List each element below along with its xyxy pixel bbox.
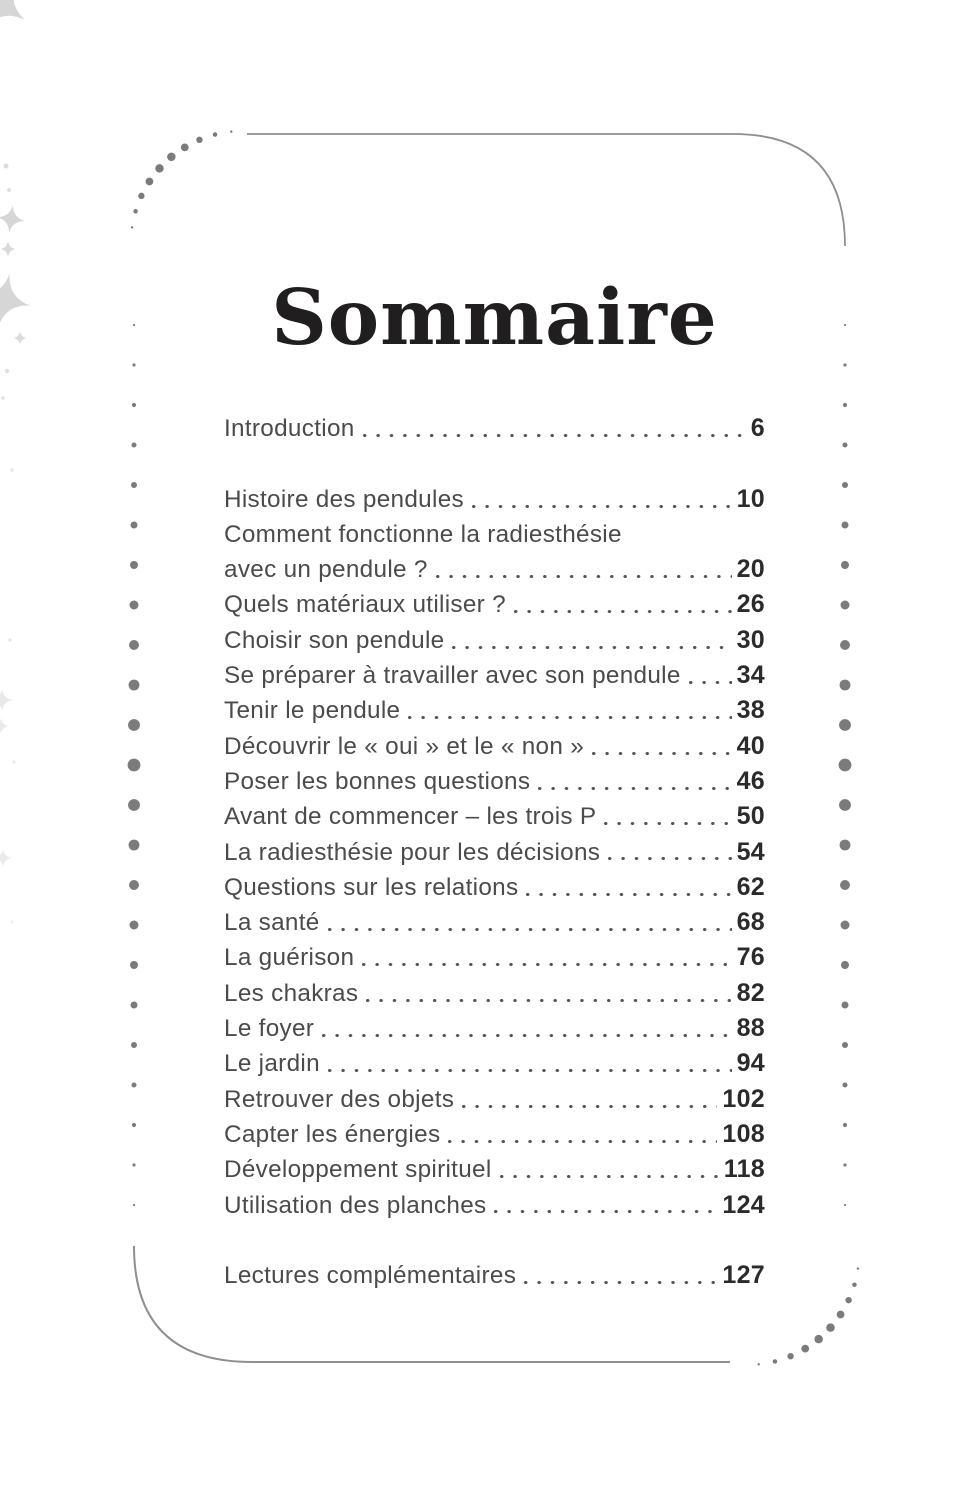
corner-dots-arc-top-left bbox=[155, 164, 164, 173]
side-dots-left bbox=[128, 719, 140, 731]
toc-item-label: Capter les énergies bbox=[224, 1120, 441, 1148]
side-dots-left bbox=[131, 482, 137, 488]
toc-page-number: 54 bbox=[736, 837, 765, 866]
dot-leader bbox=[524, 1281, 717, 1284]
side-dots-right bbox=[842, 442, 847, 447]
toc-item-label: Le jardin bbox=[224, 1050, 320, 1078]
toc-item-label: Utilisation des planches bbox=[224, 1191, 487, 1219]
side-dots-right bbox=[839, 799, 851, 811]
side-dots-right bbox=[841, 961, 849, 969]
corner-dots-arc-top-left bbox=[146, 178, 154, 186]
dot-leader bbox=[408, 716, 731, 719]
toc-item-label: Découvrir le « oui » et le « non » bbox=[224, 732, 585, 760]
side-dots-left bbox=[130, 921, 139, 930]
side-dots-left bbox=[129, 880, 139, 890]
toc-item-label: Développement spirituel bbox=[224, 1156, 492, 1184]
corner-dots-arc-bottom-right bbox=[845, 1297, 851, 1303]
dot-leader bbox=[462, 1105, 717, 1108]
side-dots-right bbox=[843, 1123, 847, 1127]
side-dots-left bbox=[131, 1042, 137, 1048]
dot-leader bbox=[472, 505, 732, 508]
dot-leader bbox=[366, 999, 731, 1002]
side-dots-right bbox=[842, 1082, 847, 1087]
side-dots-left bbox=[128, 799, 140, 811]
dot-leader bbox=[514, 610, 732, 613]
sparkle-dot-icon bbox=[1, 396, 5, 400]
side-dots-right bbox=[841, 921, 850, 930]
toc-page-number: 108 bbox=[722, 1119, 765, 1148]
toc-row bbox=[224, 517, 765, 552]
dot-leader bbox=[328, 1069, 732, 1072]
dot-leader bbox=[608, 857, 731, 860]
sparkle-icon bbox=[13, 331, 27, 345]
toc-row bbox=[224, 1082, 765, 1117]
side-dots-left bbox=[133, 324, 135, 326]
dot-leader bbox=[604, 822, 731, 825]
corner-dots-arc-bottom-right bbox=[814, 1335, 823, 1344]
side-dots-left bbox=[132, 1163, 135, 1166]
dot-leader bbox=[436, 575, 732, 578]
side-dots-left bbox=[132, 363, 135, 366]
toc-item-label: Histoire des pendules bbox=[224, 485, 464, 513]
dot-leader bbox=[363, 434, 746, 437]
corner-dots-arc-bottom-right bbox=[826, 1323, 835, 1332]
toc-row bbox=[224, 1152, 765, 1187]
toc-row bbox=[224, 729, 765, 764]
toc-page-number: 50 bbox=[736, 802, 765, 831]
sparkle-icon bbox=[0, 718, 9, 734]
toc-item-label: Comment fonctionne la radiesthésie bbox=[224, 520, 622, 548]
dot-leader bbox=[322, 1034, 731, 1037]
side-dots-right bbox=[841, 561, 849, 569]
toc-item-label: Poser les bonnes questions bbox=[224, 767, 531, 795]
side-dots-right bbox=[842, 482, 848, 488]
sparkle-dot-icon bbox=[10, 468, 14, 472]
sparkle-icon bbox=[0, 203, 27, 235]
dot-leader bbox=[538, 787, 731, 790]
toc-item-label: Retrouver des objets bbox=[224, 1085, 455, 1113]
toc-row bbox=[224, 587, 765, 622]
side-dots-left bbox=[128, 759, 141, 772]
toc-page-number: 10 bbox=[736, 484, 765, 513]
toc-item-label: Avant de commencer – les trois P bbox=[224, 803, 597, 831]
sparkle-icon bbox=[0, 689, 13, 711]
sparkle-dot-icon bbox=[7, 188, 11, 192]
toc-page-number: 76 bbox=[736, 943, 765, 972]
toc-item-label: Le foyer bbox=[224, 1015, 315, 1043]
toc-item-label: Tenir le pendule bbox=[224, 697, 401, 725]
toc-item-label: La santé bbox=[224, 909, 320, 937]
toc-page-number: 34 bbox=[736, 661, 765, 690]
side-dots-right bbox=[842, 1042, 848, 1048]
side-dots-left bbox=[133, 1204, 135, 1206]
toc-row bbox=[224, 623, 765, 658]
side-dots-left bbox=[132, 1123, 136, 1127]
corner-dots-arc-top-left bbox=[131, 226, 133, 228]
toc-row bbox=[224, 976, 765, 1011]
toc-row bbox=[224, 764, 765, 799]
dot-leader bbox=[494, 1210, 717, 1213]
dot-leader bbox=[592, 752, 732, 755]
side-dots-left bbox=[130, 601, 139, 610]
side-dots-right bbox=[840, 880, 850, 890]
corner-dots-arc-bottom-right bbox=[852, 1282, 857, 1287]
side-dots-left bbox=[130, 521, 137, 528]
sparkle-icon bbox=[0, 849, 12, 867]
toc-item-label: avec un pendule ? bbox=[224, 556, 428, 584]
toc-page-number: 26 bbox=[736, 590, 765, 619]
toc-item-label: Les chakras bbox=[224, 979, 359, 1007]
corner-dots-arc-bottom-right bbox=[801, 1345, 809, 1353]
side-dots-right bbox=[844, 1204, 846, 1206]
side-dots-right bbox=[839, 719, 851, 731]
toc-item-label: Introduction bbox=[224, 415, 355, 442]
side-dots-left bbox=[130, 561, 138, 569]
toc-row bbox=[224, 1046, 765, 1081]
side-dots-right bbox=[841, 1001, 848, 1008]
side-dots-left bbox=[131, 442, 136, 447]
sparkle-icon bbox=[0, 241, 16, 257]
dot-leader bbox=[526, 893, 731, 896]
toc-page-number: 124 bbox=[722, 1190, 765, 1219]
toc-page-number: 68 bbox=[736, 908, 765, 937]
toc-page-number: 6 bbox=[750, 414, 765, 442]
toc-page-number: 102 bbox=[722, 1084, 765, 1113]
toc-row bbox=[224, 552, 765, 587]
toc-row bbox=[224, 799, 765, 834]
toc-row bbox=[224, 870, 765, 905]
side-dots-right bbox=[843, 403, 847, 407]
toc-row bbox=[224, 835, 765, 870]
toc-row bbox=[224, 1011, 765, 1046]
page-title: Sommaire bbox=[271, 273, 718, 363]
dot-leader bbox=[500, 1175, 719, 1178]
corner-dots-arc-top-left bbox=[181, 143, 189, 151]
side-dots-right bbox=[841, 601, 850, 610]
toc-row bbox=[224, 1258, 765, 1293]
corner-dots-arc-top-left bbox=[213, 132, 218, 137]
corner-dots-arc-bottom-right bbox=[787, 1353, 793, 1359]
toc-page-number: 30 bbox=[736, 625, 765, 654]
toc-item-label: Quels matériaux utiliser ? bbox=[224, 591, 506, 619]
corner-dots-arc-bottom-right bbox=[857, 1267, 859, 1269]
toc-page-number: 88 bbox=[736, 1014, 765, 1043]
corner-dots-arc-top-left bbox=[196, 137, 202, 143]
corner-dots-arc-top-left bbox=[138, 193, 144, 199]
toc-row bbox=[224, 1117, 765, 1152]
toc-page-number: 62 bbox=[736, 872, 765, 901]
side-dots-right bbox=[841, 521, 848, 528]
toc-page-number: 82 bbox=[736, 978, 765, 1007]
side-dots-left bbox=[129, 840, 140, 851]
toc-row bbox=[224, 482, 765, 517]
sparkle-icon bbox=[0, 0, 41, 43]
dot-leader bbox=[689, 681, 732, 684]
side-dots-left bbox=[131, 1082, 136, 1087]
side-dots-right bbox=[840, 640, 850, 650]
toc-row bbox=[224, 411, 765, 446]
sparkle-icon bbox=[0, 268, 36, 332]
toc-item-label: Choisir son pendule bbox=[224, 626, 445, 654]
toc-page-number: 46 bbox=[736, 766, 765, 795]
toc-page-number: 38 bbox=[736, 696, 765, 725]
toc-page-number: 118 bbox=[723, 1155, 765, 1184]
toc-item-label: Lectures complémentaires bbox=[224, 1262, 517, 1290]
corner-dots-arc-bottom-right bbox=[837, 1311, 845, 1319]
corner-dots-arc-bottom-right bbox=[758, 1363, 760, 1365]
toc-page-number: 20 bbox=[736, 555, 765, 584]
toc-page-number: 127 bbox=[722, 1261, 765, 1290]
toc-page-number: 94 bbox=[736, 1049, 765, 1078]
toc-item-label: Se préparer à travailler avec son pendule bbox=[224, 662, 681, 690]
side-dots-right bbox=[840, 840, 851, 851]
corner-dots-arc-top-left bbox=[167, 153, 176, 162]
toc-item-label: La guérison bbox=[224, 944, 355, 972]
side-dots-right bbox=[839, 759, 852, 772]
side-dots-left bbox=[129, 680, 140, 691]
frame-top-line bbox=[247, 134, 845, 246]
side-dots-right bbox=[844, 324, 846, 326]
toc-page-number: 40 bbox=[736, 731, 765, 760]
dot-leader bbox=[452, 646, 731, 649]
corner-dots-arc-top-left bbox=[230, 130, 232, 132]
side-dots-left bbox=[129, 640, 139, 650]
sparkle-dot-icon bbox=[8, 638, 11, 641]
corner-dots-arc-bottom-right bbox=[773, 1359, 778, 1364]
side-dots-right bbox=[843, 1163, 846, 1166]
toc-list bbox=[224, 411, 765, 1293]
toc-row bbox=[224, 658, 765, 693]
sparkle-dot-icon bbox=[12, 760, 15, 763]
dot-leader bbox=[448, 1140, 717, 1143]
toc-row bbox=[224, 940, 765, 975]
side-dots-left bbox=[130, 961, 138, 969]
side-dots-right bbox=[843, 363, 846, 366]
toc-row bbox=[224, 693, 765, 728]
side-dots-left bbox=[130, 1001, 137, 1008]
toc-item-label: La radiesthésie pour les décisions bbox=[224, 838, 601, 866]
dot-leader bbox=[328, 928, 732, 931]
toc-row bbox=[224, 1188, 765, 1223]
side-dots-right bbox=[840, 680, 851, 691]
dot-leader bbox=[362, 963, 731, 966]
toc-item-label: Questions sur les relations bbox=[224, 873, 519, 901]
sparkle-dot-icon bbox=[5, 369, 9, 373]
corner-dots-arc-top-left bbox=[133, 209, 138, 214]
sparkle-dot-icon bbox=[4, 164, 9, 169]
side-dots-left bbox=[132, 403, 136, 407]
toc-row bbox=[224, 905, 765, 940]
sparkle-dot-icon bbox=[11, 921, 14, 924]
